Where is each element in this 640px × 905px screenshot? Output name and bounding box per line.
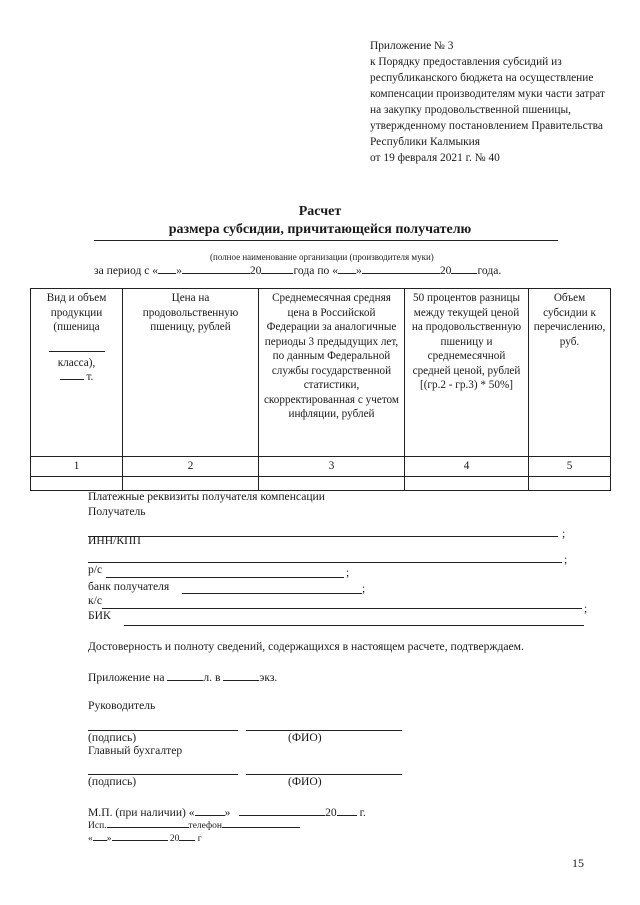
accountant-fio-caption: (ФИО) — [288, 775, 322, 788]
executor-line: Исп. телефон — [88, 821, 300, 831]
recipient-label: Получатель — [88, 505, 146, 518]
accountant-sign-caption: (подпись) — [88, 775, 137, 788]
doc-title: Расчет — [298, 204, 342, 219]
stamp-year-field[interactable] — [337, 815, 357, 816]
semicolon-bik: ; — [584, 602, 588, 615]
doc-subtitle: размера субсидии, причитающейся получателю — [168, 222, 472, 237]
period-to-label: года по « — [293, 264, 339, 277]
accountant-title: Главный бухгалтер — [88, 744, 183, 757]
recipient-field[interactable] — [88, 536, 558, 537]
stamp-day-field[interactable] — [195, 815, 225, 816]
ks-field[interactable] — [102, 608, 582, 609]
payment-heading: Платежные реквизиты получателя компенсации — [88, 490, 325, 503]
executor-name-field[interactable] — [107, 827, 189, 828]
period-day2-field[interactable] — [338, 273, 356, 274]
wheat-class-field[interactable] — [49, 341, 105, 352]
col3-header: Среднемесячная средняя цена в Российской Федерации за аналогичные периоды 3 предыдущих лет, по данным Федеральной службы государственной статистики, скорректированная с учетом инфляции, рублей — [259, 289, 405, 457]
bik-label: БИК — [88, 609, 111, 622]
exec-month-field[interactable] — [112, 840, 168, 841]
ks-label: к/с — [88, 594, 102, 607]
page-number: 15 — [572, 856, 584, 870]
semicolon-rs: ; — [346, 566, 350, 579]
table-number-row — [31, 457, 611, 477]
bank-field[interactable] — [182, 593, 362, 594]
exec-day-field[interactable] — [93, 840, 107, 841]
inn-field[interactable] — [88, 562, 562, 563]
inn-label: ИНН/КПП — [88, 534, 141, 547]
volume-field[interactable] — [60, 379, 84, 380]
period-from-label: за период с « — [94, 264, 159, 277]
col-number: 2 — [123, 457, 259, 477]
table-row[interactable] — [31, 476, 611, 490]
period-day1-field[interactable] — [158, 273, 176, 274]
attachment-line: Приложение на л. в экз. — [88, 671, 278, 684]
semicolon-recipient: ; — [562, 527, 566, 540]
table-header-row — [31, 289, 611, 457]
stamp-month-field[interactable] — [239, 815, 325, 816]
org-name-line[interactable] — [94, 240, 558, 241]
bank-label: банк получателя — [88, 580, 170, 593]
period-line: за период с « » 20 года по « » 20 года. — [94, 264, 502, 277]
col-number: 1 — [31, 457, 123, 477]
head-fio-field[interactable] — [246, 730, 402, 731]
attachment-copies-field[interactable] — [223, 680, 259, 681]
attachment-pages-field[interactable] — [167, 680, 203, 681]
period-year2-field[interactable] — [451, 273, 477, 274]
col1-header: Вид и объем продукции (пшеница класса), т. — [31, 289, 123, 457]
org-caption: (полное наименование организации (производителя муки) — [210, 252, 434, 262]
semicolon-inn: ; — [564, 553, 568, 566]
rs-field[interactable] — [106, 577, 344, 578]
period-month2-field[interactable] — [362, 273, 440, 274]
stamp-line: М.П. (при наличии) « » 20 г. — [88, 806, 366, 819]
head-title: Руководитель — [88, 699, 156, 712]
col-number: 3 — [259, 457, 405, 477]
confirm-text: Достоверность и полноту сведений, содержащихся в настоящем расчете, подтверждаем. — [88, 640, 524, 653]
head-sign-caption: (подпись) — [88, 731, 137, 744]
bik-field[interactable] — [124, 625, 584, 626]
executor-date-line: « » 20 г — [88, 834, 202, 844]
col5-header: Объем субсидии к перечислению, руб. — [529, 289, 611, 457]
period-month1-field[interactable] — [182, 273, 250, 274]
col4-header: 50 процентов разницы между текущей ценой на продовольственную пшеницу и среднемесячной средней ценой, рублей [(гр.2 - гр.3) * 50%] — [405, 289, 529, 457]
exec-year-field[interactable] — [179, 840, 195, 841]
rs-label: р/с — [88, 563, 103, 576]
col-number: 5 — [529, 457, 611, 477]
head-fio-caption: (ФИО) — [288, 731, 322, 744]
appendix-note: Приложение № 3 к Порядку предоставления субсидий из республиканского бюджета на осуществление компенсации производителям муки части затрат на закупку продовольственной пшеницы, утвержденному постановлением Правительства Республики Калмыкия от 19 февраля 2021 г. № 40 — [370, 40, 605, 164]
semicolon-bank: ; — [362, 582, 366, 595]
calculation-table — [30, 288, 611, 491]
col-number: 4 — [405, 457, 529, 477]
period-year1-field[interactable] — [261, 273, 293, 274]
executor-phone-field[interactable] — [222, 827, 300, 828]
accountant-fio-field[interactable] — [246, 774, 402, 775]
col2-header: Цена на продовольственную пшеницу, рублей — [123, 289, 259, 457]
